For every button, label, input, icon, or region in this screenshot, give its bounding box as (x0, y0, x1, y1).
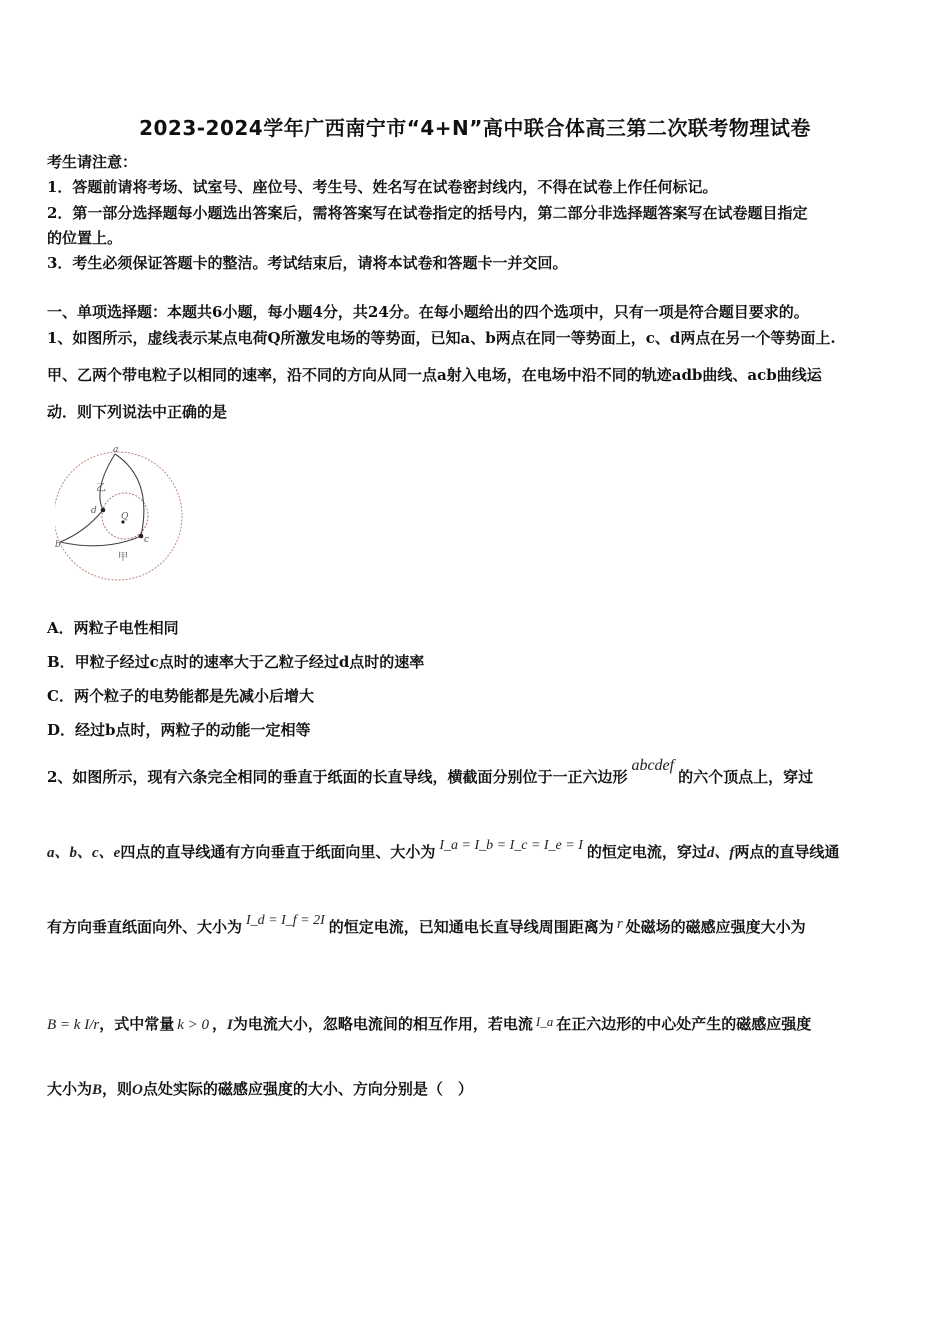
label-jia: 甲 (118, 552, 128, 563)
current-ia: I_a (535, 1014, 554, 1029)
q2-text: 的恒定电流，已知通电长直导线周围距离为 (328, 918, 614, 936)
q2-line-5 (47, 1079, 473, 1100)
point-c (139, 534, 144, 539)
current-symbol: I (227, 1017, 233, 1033)
notice-item-2: 2．第一部分选择题每小题选出答案后，需将答案写在试卷指定的括号内，第二部分非选择题答案写在试卷题目指定 (47, 204, 808, 222)
track-jia (60, 454, 144, 546)
q2-text: 处磁场的磁感应强度大小为 (625, 918, 806, 936)
label-a: a (113, 445, 119, 455)
point-d (101, 508, 106, 513)
q2-text: 四点的直导线通有方向垂直于纸面向里、大小为 (120, 843, 436, 861)
q2-text: 2、如图所示，现有六条完全相同的垂直于纸面的长直导线，横截面分别位于一正六边形 (47, 768, 628, 786)
notice-item-2-cont: 的位置上。 (47, 229, 123, 247)
q2-text: 两点的直导线通 (734, 843, 840, 861)
q2-text: ， (212, 1015, 228, 1033)
q2-text: ，则 (102, 1080, 133, 1098)
q2-text: 在正六边形的中心处产生的磁感应强度 (556, 1015, 812, 1033)
q2-text: 有方向垂直纸面向外、大小为 (47, 918, 243, 936)
q1-line-2: 甲、乙两个带电粒子以相同的速率，沿不同的方向从同一点a射入电场，在电场中沿不同的轨迹adb曲线、acb曲线运 (47, 366, 822, 384)
label-c: c (144, 535, 150, 545)
q2-line-1 (47, 757, 814, 788)
q2-line-4 (47, 1004, 811, 1044)
q2-text: 的恒定电流，穿过 (586, 843, 707, 861)
q1-option-b: B．甲粒子经过c点时的速率大于乙粒子经过d点时的速率 (47, 653, 425, 671)
q1-line-3: 动．则下列说法中正确的是 (47, 403, 228, 421)
q2-text: ，式中常量 (99, 1015, 175, 1033)
notice-item-3: 3．考生必须保证答题卡的整洁。考试结束后，请将本试卷和答题卡一并交回。 (47, 254, 568, 272)
q1-option-c: C．两个粒子的电势能都是先减小后增大 (47, 687, 314, 705)
q2-points-df: d、f (706, 845, 735, 861)
label-d: d (91, 506, 97, 516)
label-yi: 乙 (96, 483, 106, 494)
current-equation-1: I_a = I_b = I_c = I_e = I (439, 838, 583, 853)
q2-text: 点处实际的磁感应强度的大小、方向分别是（ ） (142, 1080, 473, 1098)
q2-line-3 (47, 913, 806, 939)
current-equation-2: I_d = I_f = 2I (246, 913, 325, 928)
q1-line-1: 1、如图所示，虚线表示某点电荷Q所激发电场的等势面，已知a、b两点在同一等势面上，c、d两点在另一个等势面上. (47, 329, 836, 347)
hexagon-label: abcdef (631, 757, 675, 774)
symbol-b: B (92, 1082, 103, 1098)
q2-text: 的六个顶点上，穿过 (678, 768, 814, 786)
label-b: b (55, 540, 61, 550)
distance-r: r (616, 916, 623, 932)
field-formula: B = k I/r (47, 1017, 100, 1033)
q2-points: a、b、c、e (47, 845, 121, 861)
page-title: 2023-2024学年广西南宁市“4+N”高中联合体高三第二次联考物理试卷 (139, 116, 811, 140)
equipotential-figure (55, 444, 190, 584)
notice-item-1: 1．答题前请将考场、试室号、座位号、考生号、姓名写在试卷密封线内，不得在试卷上作任何标记。 (47, 178, 718, 196)
q1-option-d: D．经过b点时，两粒子的动能一定相等 (47, 721, 311, 739)
q2-line-2 (47, 838, 840, 864)
symbol-o: O (132, 1082, 143, 1098)
section-heading: 一、单项选择题：本题共6小题，每小题4分，共24分。在每小题给出的四个选项中，只有一项是符合题目要求的。 (47, 303, 809, 321)
label-q: Q (121, 512, 129, 522)
track-yi (60, 454, 115, 542)
q2-text: 为电流大小，忽略电流间的相互作用，若电流 (232, 1015, 533, 1033)
k-condition: k > 0 (177, 1017, 209, 1033)
q1-option-a: A．两粒子电性相同 (47, 619, 179, 637)
q2-text: 大小为 (47, 1080, 93, 1098)
notice-heading: 考生请注意： (47, 153, 138, 171)
